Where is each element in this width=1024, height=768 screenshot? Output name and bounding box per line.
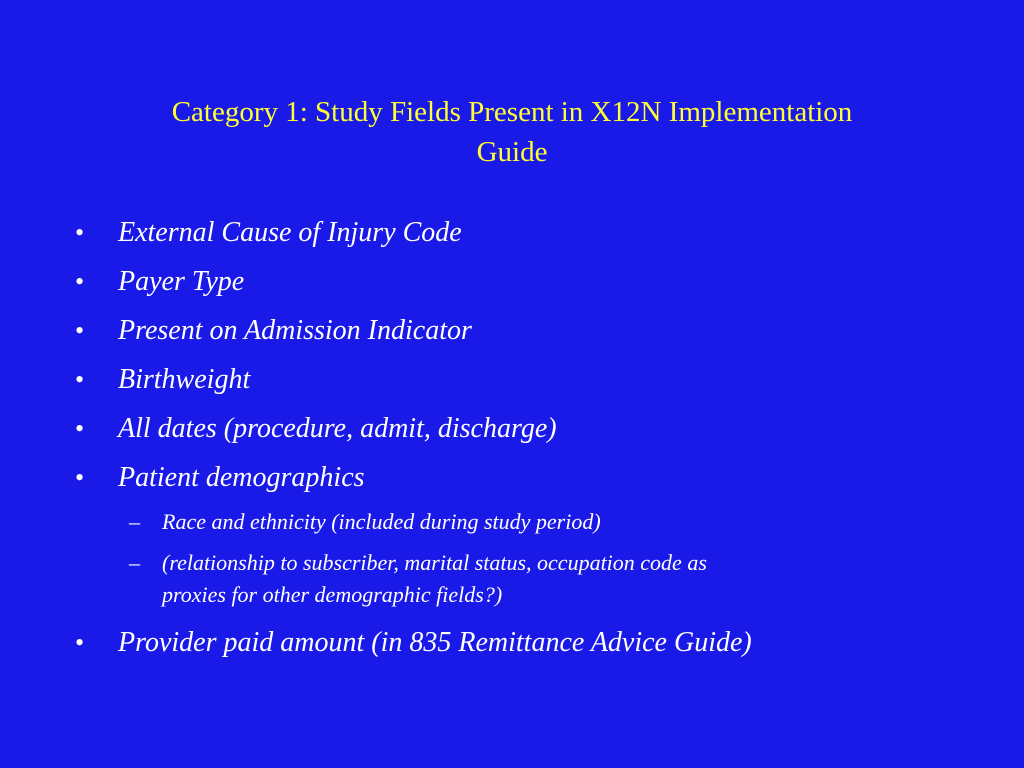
slide-title-line-1: Category 1: Study Fields Present in X12N Implementation: [171, 96, 853, 128]
bullet-item: [75, 265, 245, 299]
bullet-text: Payer Type: [118, 266, 245, 297]
bullet-text: Provider paid amount (in 835 Remittance Advice Guide): [118, 627, 752, 658]
bullet-item: [75, 363, 251, 397]
sub-bullet-item: [129, 547, 707, 611]
bullet-text: Present on Admission Indicator: [118, 315, 472, 346]
sub-bullet-marker: –: [129, 509, 140, 534]
bullet-item: [75, 412, 557, 446]
bullet-marker: •: [75, 414, 85, 443]
bullet-text: External Cause of Injury Code: [118, 217, 462, 248]
bullet-item: [75, 216, 462, 250]
sub-bullet-text-line-1: (relationship to subscriber, marital status, occupation code as: [162, 550, 707, 575]
bullet-text: Patient demographics: [118, 462, 365, 493]
bullet-marker: •: [75, 316, 85, 345]
bullet-item: [75, 626, 752, 660]
bullet-marker: •: [75, 463, 85, 492]
bullet-item: [75, 314, 472, 348]
bullet-text: Birthweight: [118, 364, 251, 395]
sub-bullet-text: Race and ethnicity (included during study period): [162, 509, 601, 534]
bullet-item: [75, 461, 365, 495]
bullet-marker: •: [75, 628, 85, 657]
bullet-marker: •: [75, 267, 85, 296]
bullet-text: All dates (procedure, admit, discharge): [118, 413, 557, 444]
bullet-marker: •: [75, 365, 85, 394]
sub-bullet-marker: –: [129, 550, 140, 575]
bullet-marker: •: [75, 218, 85, 247]
slide-title-line-2: Guide: [476, 136, 548, 168]
sub-bullet-text-line-2: proxies for other demographic fields?): [162, 582, 503, 607]
sub-bullet-item: [129, 506, 601, 538]
